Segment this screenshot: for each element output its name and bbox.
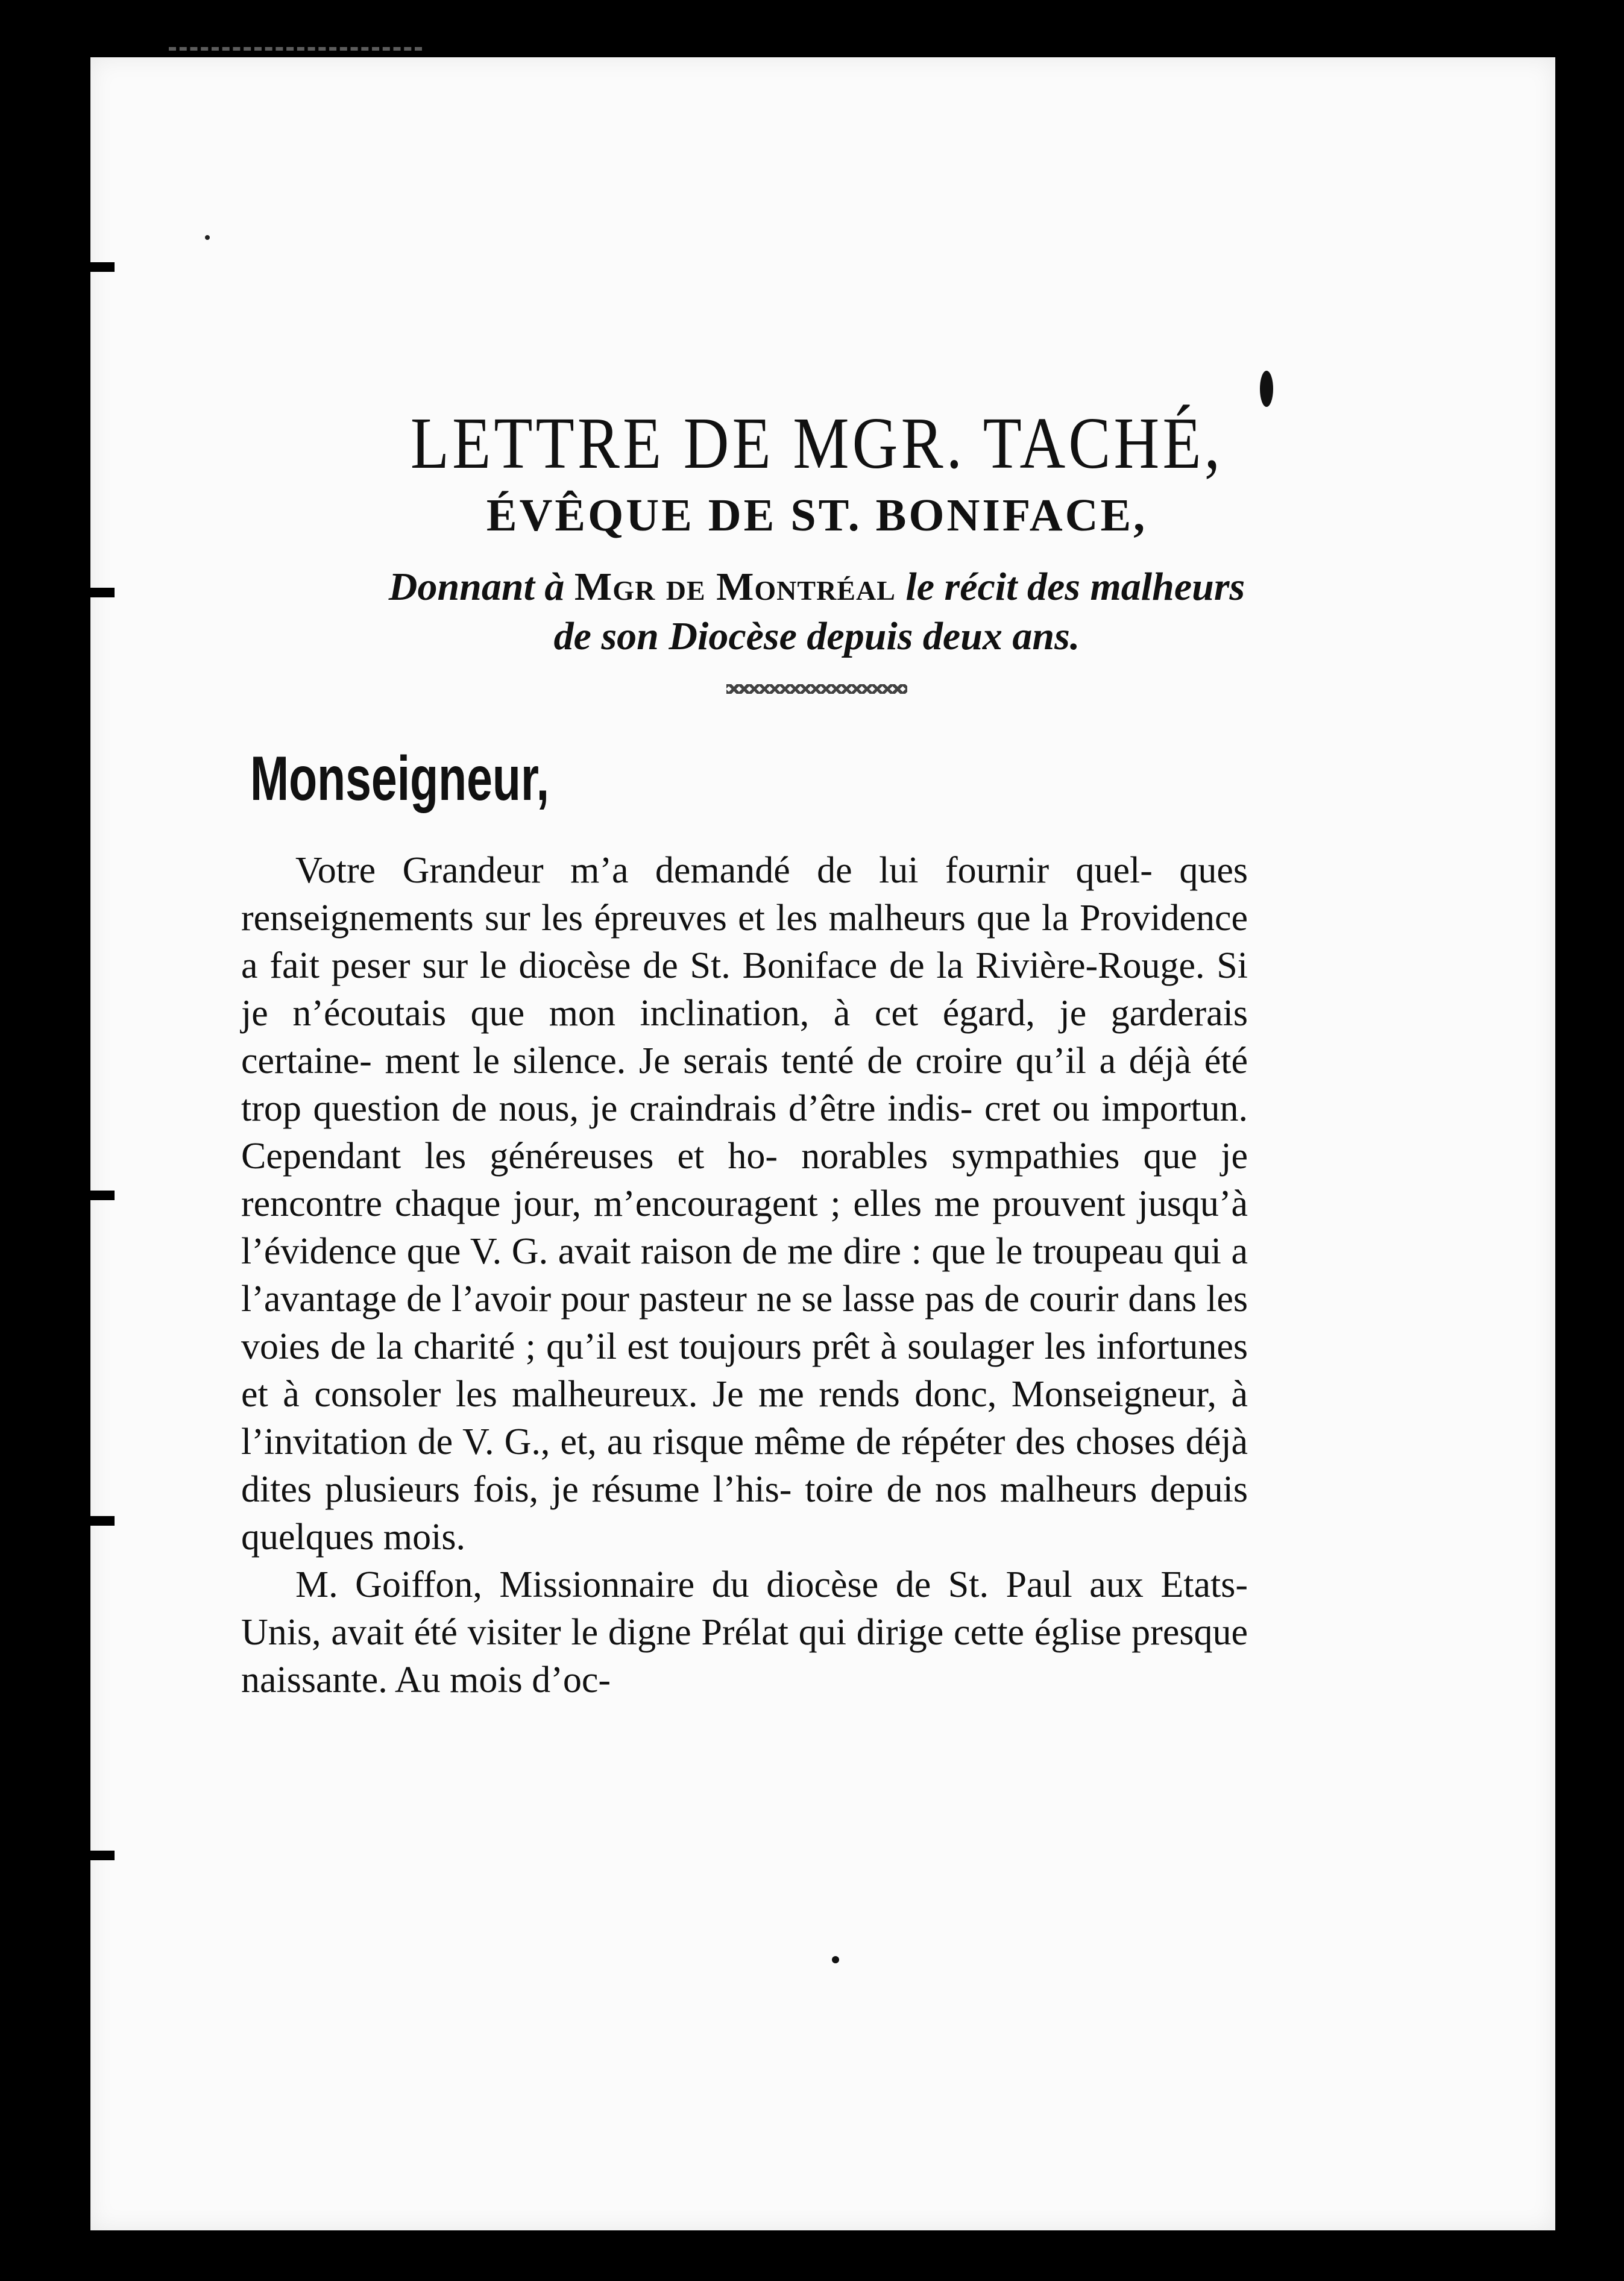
intro-prefix: Donnant à [388, 565, 574, 609]
binding-mark [90, 1191, 115, 1200]
letter-intro [214, 562, 1420, 661]
letter-header [214, 403, 1420, 694]
ink-speck [1260, 371, 1273, 407]
intro-line2: de son Diocèse depuis deux ans. [553, 614, 1080, 658]
binding-mark [90, 262, 115, 272]
intro-smallcaps: Mgr de Montréal [574, 565, 896, 609]
ornament-divider [726, 684, 907, 694]
body-paragraph: Votre Grandeur m’a demandé de lui fournir quel- ques renseignements sur les épreuves et les malheurs que la Providence a fait peser sur le diocèse de St. Boniface de la Rivière-Rouge. Si je n’écoutais que mon inclination, à cet égard, je garderais certaine- ment le silence. Je serais tenté de croire qu’il a déjà été trop question de nous, je craindrais d’être indis- cret ou importun. Cependant les généreuses et ho- norables sympathies que je rencontre chaque jour, m’encouragent ; elles me prouvent jusqu’à l’évidence que V. G. avait raison de me dire : que le troupeau qui a l’avantage de l’avoir pour pasteur ne se lasse pas de courir dans les voies de la charité ; qu’il est toujours prêt à soulager les infortunes et à consoler les malheureux. Je me rends donc, Monseigneur, à l’invitation de V. G., et, au risque même de répéter des choses déjà dites plusieurs fois, je résume l’his- toire de nos malheurs depuis quelques mois. [241, 850, 1248, 1558]
letter-subtitle: ÉVÊQUE DE ST. BONIFACE, [486, 490, 1148, 541]
ink-dot [205, 235, 210, 240]
letter-body [241, 847, 1248, 1704]
binding-mark [90, 588, 115, 597]
body-paragraph: M. Goiffon, Missionnaire du diocèse de St. Paul aux Etats-Unis, avait été visiter le digne Prélat qui dirige cette église presque naissante. Au mois d’oc- [241, 1564, 1248, 1701]
intro-suffix: le récit des malheurs [895, 565, 1245, 609]
ink-dot [832, 1956, 839, 1963]
binding-mark [90, 1516, 115, 1526]
binding-mark [90, 1851, 115, 1860]
letter-title: LETTRE DE MGR. TACHÉ, [410, 403, 1224, 484]
salutation: Monseigneur, [250, 744, 550, 814]
